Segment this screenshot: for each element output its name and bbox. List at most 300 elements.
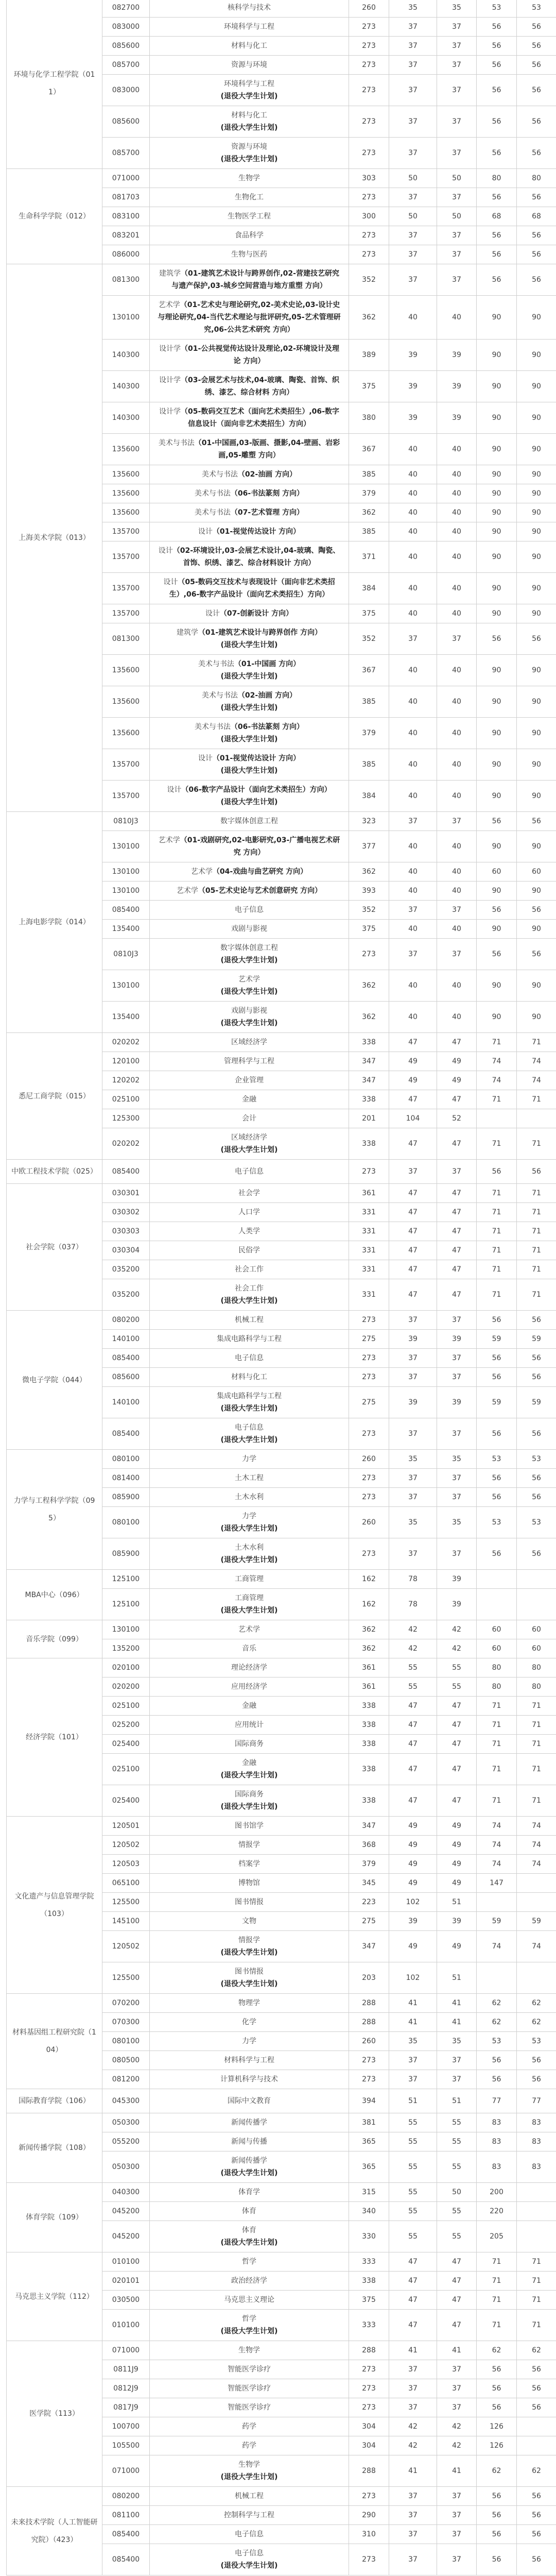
subject1-score: 56 [477,2544,517,2575]
major-name: 力学 [242,1455,256,1463]
subject1-score: 90 [477,970,517,1002]
retired-student-plan-label: (退役大学生计划) [220,1556,278,1564]
subject2-score: 90 [517,686,556,718]
subject1-score: 62 [477,2013,517,2032]
major-code: 140300 [102,340,150,371]
subject1-score: 56 [477,2525,517,2544]
major-name: 体育 [242,2226,256,2234]
subject1-score: 59 [477,1330,517,1349]
politics-score: 42 [389,2417,437,2436]
subject2-score: 71 [517,2252,556,2272]
foreign-language-score: 49 [437,1931,477,1962]
subject2-score: 90 [517,882,556,901]
subject2-score: 90 [517,831,556,862]
major-code: 081100 [102,2506,150,2525]
total-score: 275 [349,1912,389,1931]
major-code: 030303 [102,1222,150,1241]
major-name-cell [150,1368,349,1387]
major-name: 生物学 [238,174,260,182]
major-name: 金融 [242,1759,256,1767]
major-code: 010100 [102,2252,150,2272]
major-direction: （05-艺术史论与艺术创意研究 方向） [198,887,322,895]
subject2-score: 90 [517,970,556,1002]
retired-student-plan-label: (退役大学生计划) [220,672,278,681]
total-score: 273 [349,1469,389,1488]
politics-score: 41 [389,2341,437,2360]
total-score: 273 [349,2070,389,2089]
major-name-cell [150,2310,349,2341]
subject1-score: 126 [477,2436,517,2455]
subject2-score: 90 [517,1002,556,1033]
subject2-score: 90 [517,749,556,781]
total-score: 352 [349,264,389,296]
major-name-cell [150,138,349,169]
subject2-score: 56 [517,56,556,75]
subject1-score: 90 [477,434,517,465]
major-name: 情报学 [238,1841,260,1849]
total-score: 273 [349,1160,389,1184]
major-name: 材料科学与工程 [224,2056,274,2064]
major-name-cell [150,56,349,75]
major-code: 065100 [102,1874,150,1893]
foreign-language-score: 37 [437,75,477,106]
subject2-score: 56 [517,106,556,138]
foreign-language-score: 55 [437,1677,477,1697]
major-name-cell [150,1033,349,1052]
major-name: 金融 [242,1702,256,1710]
subject2-score: 71 [517,1033,556,1052]
subject2-score: 56 [517,1160,556,1184]
major-code: 135600 [102,434,150,465]
major-code: 045200 [102,2202,150,2221]
politics-score: 40 [389,718,437,749]
foreign-language-score: 37 [437,623,477,655]
politics-score: 40 [389,781,437,812]
politics-score: 37 [389,901,437,920]
major-name-cell [150,1538,349,1570]
total-score: 288 [349,2341,389,2360]
major-name: 政治经济学 [231,2277,267,2285]
major-name-cell [150,655,349,686]
subject2-score: 56 [517,2379,556,2398]
foreign-language-score: 37 [437,1488,477,1507]
table-row [7,1311,556,1330]
subject1-score: 62 [477,1994,517,2013]
subject1-score: 71 [477,1222,517,1241]
foreign-language-score: 40 [437,1002,477,1033]
politics-score: 41 [389,2013,437,2032]
foreign-language-score: 49 [437,1855,477,1874]
politics-score: 47 [389,1716,437,1735]
foreign-language-score: 40 [437,655,477,686]
foreign-language-score: 49 [437,1052,477,1071]
politics-score: 40 [389,920,437,939]
politics-score: 47 [389,1033,437,1052]
major-code: 140300 [102,402,150,434]
politics-score: 35 [389,0,437,18]
foreign-language-score: 37 [437,2398,477,2417]
subject2-score: 56 [517,2487,556,2506]
subject1-score: 90 [477,920,517,939]
major-code: 105500 [102,2436,150,2455]
politics-score: 47 [389,1241,437,1260]
major-code: 120503 [102,1855,150,1874]
major-name-cell [150,812,349,831]
major-name: 计算机科学与技术 [220,2075,278,2083]
major-name: 工商管理 [235,1575,264,1583]
subject1-score: 56 [477,2379,517,2398]
major-name: 体育学 [238,2188,260,2196]
politics-score: 104 [389,1109,437,1128]
politics-score: 37 [389,2360,437,2379]
major-code: 135700 [102,541,150,573]
total-score: 273 [349,18,389,37]
table-row [7,2113,556,2132]
total-score: 310 [349,2525,389,2544]
total-score: 338 [349,1033,389,1052]
total-score: 362 [349,862,389,882]
subject2-score: 59 [517,1330,556,1349]
major-code: 085900 [102,1538,150,1570]
foreign-language-score: 47 [437,1697,477,1716]
major-name: 民俗学 [238,1246,260,1255]
major-name: 土木水利 [235,1544,264,1552]
subject1-score: 56 [477,623,517,655]
retired-student-plan-label: (退役大学生计划) [220,641,278,649]
major-name-cell [150,1450,349,1469]
major-name-cell [150,1090,349,1109]
foreign-language-score: 47 [437,2272,477,2291]
table-row [7,1450,556,1469]
table-row [7,2487,556,2506]
major-code: 085400 [102,2544,150,2575]
total-score: 361 [349,1677,389,1697]
subject2-score: 56 [517,901,556,920]
subject1-score: 90 [477,465,517,484]
subject1-score: 71 [477,1735,517,1754]
major-name-cell [150,484,349,503]
major-direction: （01-建筑艺术设计与跨界创作 方向） [198,629,322,637]
table-body [7,0,556,2575]
table-row [7,1184,556,1203]
subject1-score: 90 [477,655,517,686]
major-name-cell [150,2341,349,2360]
major-code: 080500 [102,2051,150,2070]
subject1-score: 77 [477,2089,517,2113]
major-name: 资源与环境 [231,143,267,151]
politics-score: 39 [389,371,437,402]
major-code: 135400 [102,920,150,939]
major-name: 艺术学 [158,301,180,309]
major-code: 025400 [102,1735,150,1754]
major-name-cell [150,2291,349,2310]
total-score: 333 [349,2310,389,2341]
foreign-language-score: 55 [437,2132,477,2151]
politics-score: 49 [389,1931,437,1962]
major-code: 025400 [102,1785,150,1817]
table-row [7,1160,556,1184]
foreign-language-score: 51 [437,1962,477,1994]
major-name-cell [150,831,349,862]
total-score: 273 [349,1418,389,1450]
subject2-score: 56 [517,2051,556,2070]
major-name-cell [150,2506,349,2525]
major-name-cell [150,37,349,56]
major-name-cell [150,541,349,573]
total-score: 300 [349,207,389,226]
major-name: 生物学 [238,2346,260,2354]
foreign-language-score: 51 [437,2089,477,2113]
major-name-cell [150,2455,349,2487]
subject1-score: 56 [477,2360,517,2379]
major-name-cell [150,781,349,812]
total-score: 273 [349,2051,389,2070]
subject1-score: 83 [477,2132,517,2151]
total-score: 362 [349,1620,389,1639]
total-score: 273 [349,226,389,245]
major-code: 082700 [102,0,150,18]
college-name: 音乐学院（099） [7,1620,102,1658]
subject1-score: 90 [477,484,517,503]
foreign-language-score: 55 [437,2151,477,2183]
major-code: 120502 [102,1836,150,1855]
major-name: 土木水利 [235,1493,264,1501]
major-name-cell [150,465,349,484]
table-row [7,2252,556,2272]
major-name: 电子信息 [235,906,264,914]
foreign-language-score: 52 [437,1109,477,1128]
politics-score: 37 [389,2487,437,2506]
major-direction: （01-建筑艺术设计与跨界创作,02-营建技艺研究与遗产保护,03-城乡空间营造与地方重塑 方向） [171,269,339,290]
major-name: 生物医学工程 [228,212,271,221]
foreign-language-score: 49 [437,1836,477,1855]
major-code: 025100 [102,1090,150,1109]
politics-score: 47 [389,1203,437,1222]
subject2-score: 90 [517,920,556,939]
politics-score: 37 [389,2070,437,2089]
foreign-language-score: 39 [437,371,477,402]
major-name: 设计 [163,578,178,586]
foreign-language-score: 39 [437,340,477,371]
foreign-language-score: 39 [437,1912,477,1931]
major-name-cell [150,1874,349,1893]
college-name: 环境与化学工程学院（011） [7,0,102,169]
politics-score: 78 [389,1570,437,1589]
total-score: 162 [349,1570,389,1589]
total-score: 379 [349,718,389,749]
major-direction: （01-中国画,03-版画、摄影,04-壁画、岩彩画,05-雕塑 方向） [194,439,340,460]
politics-score: 35 [389,1507,437,1538]
total-score: 375 [349,2291,389,2310]
politics-score: 37 [389,1349,437,1368]
major-code: 071000 [102,169,150,188]
major-code: 085400 [102,2525,150,2544]
subject1-score: 71 [477,1241,517,1260]
major-direction: （01-视觉传达设计 方向） [212,528,301,536]
subject1-score: 56 [477,1368,517,1387]
major-name: 新闻与传播 [231,2138,267,2146]
total-score: 379 [349,1855,389,1874]
major-code: 135400 [102,1002,150,1033]
major-code: 085600 [102,106,150,138]
major-code: 025100 [102,1754,150,1785]
major-name: 国际中文教育 [228,2097,271,2105]
foreign-language-score: 37 [437,2051,477,2070]
major-code: 035200 [102,1279,150,1311]
major-name: 智能医学诊疗 [228,2365,271,2374]
politics-score: 55 [389,2151,437,2183]
total-score: 385 [349,686,389,718]
major-code: 055200 [102,2132,150,2151]
politics-score: 42 [389,1639,437,1658]
total-score: 331 [349,1279,389,1311]
major-name: 食品科学 [235,231,264,240]
subject1-score: 90 [477,604,517,623]
major-name-cell [150,2089,349,2113]
politics-score: 37 [389,1368,437,1387]
major-name: 数字媒体创意工程 [220,817,278,825]
major-code: 130100 [102,296,150,340]
major-name-cell [150,1836,349,1855]
total-score: 361 [349,1658,389,1677]
total-score: 315 [349,2183,389,2202]
subject2-score [517,1874,556,1893]
politics-score: 40 [389,862,437,882]
foreign-language-score: 47 [437,2310,477,2341]
total-score: 381 [349,2113,389,2132]
major-code: 120501 [102,1817,150,1836]
subject2-score: 71 [517,2310,556,2341]
subject2-score: 56 [517,75,556,106]
total-score: 340 [349,2202,389,2221]
major-name: 音乐 [242,1645,256,1653]
major-name: 文物 [242,1917,256,1925]
subject1-score: 56 [477,1349,517,1368]
total-score: 273 [349,1349,389,1368]
major-name-cell [150,371,349,402]
major-name-cell [150,188,349,207]
major-code: 0812J9 [102,2379,150,2398]
politics-score: 37 [389,37,437,56]
total-score: 331 [349,1203,389,1222]
politics-score: 49 [389,1052,437,1071]
major-name: 图书馆学 [235,1822,264,1830]
subject2-score: 90 [517,718,556,749]
major-name: 智能医学诊疗 [228,2384,271,2393]
major-code: 020100 [102,1658,150,1677]
major-code: 0810J3 [102,939,150,970]
foreign-language-score: 40 [437,296,477,340]
subject2-score: 90 [517,655,556,686]
total-score: 260 [349,2032,389,2051]
major-name: 图书情报 [235,1898,264,1906]
subject2-score: 56 [517,2070,556,2089]
major-name-cell [150,106,349,138]
major-name-cell [150,1817,349,1836]
major-name-cell [150,901,349,920]
major-name: 集成电路科学与工程 [217,1392,282,1400]
retired-student-plan-label: (退役大学生计划) [220,767,278,775]
subject2-score: 74 [517,1817,556,1836]
major-name: 社会工作 [235,1284,264,1293]
major-name: 档案学 [238,1860,260,1868]
major-name: 药学 [242,2442,256,2450]
subject1-score: 71 [477,1785,517,1817]
major-code: 135200 [102,1639,150,1658]
total-score: 273 [349,188,389,207]
retired-student-plan-label: (退役大学生计划) [220,704,278,712]
major-name-cell [150,245,349,264]
foreign-language-score: 40 [437,541,477,573]
subject1-score: 71 [477,1033,517,1052]
total-score: 273 [349,939,389,970]
politics-score: 40 [389,503,437,522]
total-score: 384 [349,781,389,812]
subject2-score: 59 [517,1912,556,1931]
total-score: 304 [349,2417,389,2436]
major-name-cell [150,264,349,296]
politics-score: 40 [389,686,437,718]
total-score: 338 [349,1785,389,1817]
college-name: 力学与工程科学学院（095） [7,1450,102,1570]
foreign-language-score: 47 [437,1128,477,1160]
subject1-score: 90 [477,340,517,371]
subject2-score: 56 [517,138,556,169]
major-name-cell [150,1222,349,1241]
major-code: 035200 [102,1260,150,1279]
subject2-score: 74 [517,1931,556,1962]
subject1-score: 68 [477,207,517,226]
retired-student-plan-label: (退役大学生计划) [220,124,278,132]
major-name: 戏剧与影视 [231,1007,267,1015]
major-name-cell [150,2544,349,2575]
major-name-cell [150,1735,349,1754]
major-name: 国际商务 [235,1740,264,1748]
politics-score: 37 [389,812,437,831]
major-name-cell [150,1893,349,1912]
major-code: 071000 [102,2341,150,2360]
total-score: 367 [349,434,389,465]
retired-student-plan-label: (退役大学生计划) [220,1404,278,1413]
subject1-score [477,1570,517,1589]
major-code: 081300 [102,623,150,655]
total-score: 260 [349,1450,389,1469]
major-code: 080100 [102,2032,150,2051]
major-name-cell [150,882,349,901]
major-name-cell [150,2013,349,2032]
total-score: 347 [349,1071,389,1090]
major-name-cell [150,1002,349,1033]
subject1-score: 90 [477,686,517,718]
foreign-language-score: 40 [437,522,477,541]
major-name-cell [150,434,349,465]
major-name: 电子信息 [235,1354,264,1362]
major-name: 区域经济学 [231,1038,267,1046]
major-name: 马克思主义理论 [224,2296,274,2304]
subject1-score: 71 [477,2291,517,2310]
major-name: 建筑学 [159,269,181,278]
major-code: 125300 [102,1109,150,1128]
subject1-score: 200 [477,2183,517,2202]
retired-student-plan-label: (退役大学生计划) [220,1771,278,1780]
major-name: 体育 [242,2207,256,2215]
subject1-score: 60 [477,1620,517,1639]
foreign-language-score: 50 [437,2183,477,2202]
politics-score: 35 [389,2032,437,2051]
major-name-cell [150,2183,349,2202]
politics-score: 55 [389,2113,437,2132]
major-name-cell [150,1855,349,1874]
